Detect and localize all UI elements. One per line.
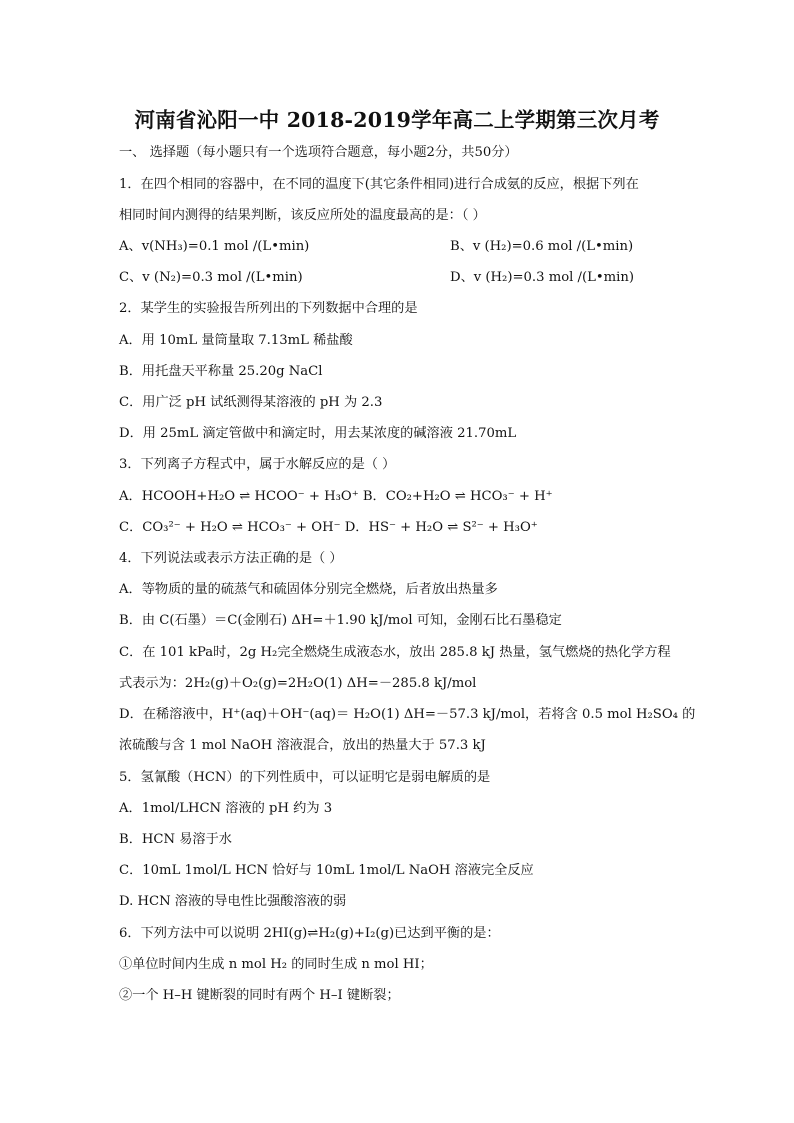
q4-option-c-line2: 式表示为：2H₂(g)＋O₂(g)=2H₂O(1) ΔH=－285.8 kJ/mol	[119, 676, 477, 691]
q5-option-d: D. HCN 溶液的导电性比强酸溶液的弱	[119, 894, 347, 909]
q4-option-d-line1: D．在稀溶液中，H⁺(aq)＋OH⁻(aq)＝ H₂O(1) ΔH=－57.3 kJ/mol，若将含 0.5 mol H₂SO₄ 的	[119, 707, 696, 722]
q1-option-c: C、v (N₂)=0.3 mol /(L•min)	[119, 270, 303, 285]
q4-option-d-line2: 浓硫酸与含 1 mol NaOH 溶液混合，放出的热量大于 57.3 kJ	[119, 738, 486, 753]
q5-option-a: A．1mol/LHCN 溶液的 pH 约为 3	[119, 801, 333, 816]
q4-option-c-line1: C．在 101 kPa时，2g H₂完全燃烧生成液态水，放出 285.8 kJ 热量，氢气燃烧的热化学方程	[119, 645, 671, 660]
q4-stem: 4．下列说法或表示方法正确的是（ ）	[119, 551, 343, 566]
q1-stem-line2: 相同时间内测得的结果判断，该反应所处的温度最高的是：（ ）	[119, 208, 486, 223]
q1-option-a: A、v(NH₃)=0.1 mol /(L•min)	[119, 239, 310, 254]
exam-title: 河南省沁阳一中 2018-2019学年高二上学期第三次月考	[134, 108, 660, 132]
q2-stem: 2．某学生的实验报告所列出的下列数据中合理的是	[119, 301, 418, 316]
q1-options-row1	[119, 237, 634, 257]
q1-option-d: D、v (H₂)=0.3 mol /(L•min)	[450, 270, 635, 285]
q2-option-a: A．用 10mL 量筒量取 7.13mL 稀盐酸	[119, 333, 353, 348]
q6-item-2: ②一个 H–H 键断裂的同时有两个 H–I 键断裂；	[119, 988, 400, 1003]
q5-option-b: B．HCN 易溶于水	[119, 832, 232, 847]
q3-options-row2: C．CO₃²⁻ + H₂O ⇌ HCO₃⁻ + OH⁻ D．HS⁻ + H₂O ⇌ S²⁻ + H₃O⁺	[119, 520, 538, 535]
q3-stem: 3．下列离子方程式中，属于水解反应的是（ ）	[119, 457, 396, 472]
q2-option-d: D．用 25mL 滴定管做中和滴定时，用去某浓度的碱溶液 21.70mL	[119, 426, 517, 441]
section-heading: 一、 选择题（每小题只有一个选项符合题意，每小题2分，共50分）	[119, 145, 518, 160]
q2-option-b: B．用托盘天平称量 25.20g NaCl	[119, 364, 323, 379]
q5-stem: 5．氢氰酸（HCN）的下列性质中，可以证明它是弱电解质的是	[119, 770, 491, 785]
q2-option-c: C．用广泛 pH 试纸测得某溶液的 pH 为 2.3	[119, 395, 383, 410]
q4-option-a: A．等物质的量的硫蒸气和硫固体分别完全燃烧，后者放出热量多	[119, 582, 498, 597]
q6-stem: 6．下列方法中可以说明 2HI(g)⇌H₂(g)+I₂(g)已达到平衡的是：	[119, 926, 500, 941]
q1-stem-line1: 1．在四个相同的容器中，在不同的温度下(其它条件相同)进行合成氨的反应，根据下列在	[119, 177, 639, 192]
q1-option-b: B、v (H₂)=0.6 mol /(L•min)	[450, 239, 634, 254]
q1-options-row2	[119, 268, 635, 288]
q5-option-c: C．10mL 1mol/L HCN 恰好与 10mL 1mol/L NaOH 溶液完全反应	[119, 863, 534, 878]
q4-option-b: B．由 C(石墨）＝C(金刚石) ΔH=＋1.90 kJ/mol 可知，金刚石比石墨稳定	[119, 613, 562, 628]
q6-item-1: ①单位时间内生成 n mol H₂ 的同时生成 n mol HI；	[119, 957, 433, 972]
q3-options-row1: A．HCOOH+H₂O ⇌ HCOO⁻ + H₃O⁺ B．CO₂+H₂O ⇌ HCO₃⁻ + H⁺	[119, 489, 553, 504]
